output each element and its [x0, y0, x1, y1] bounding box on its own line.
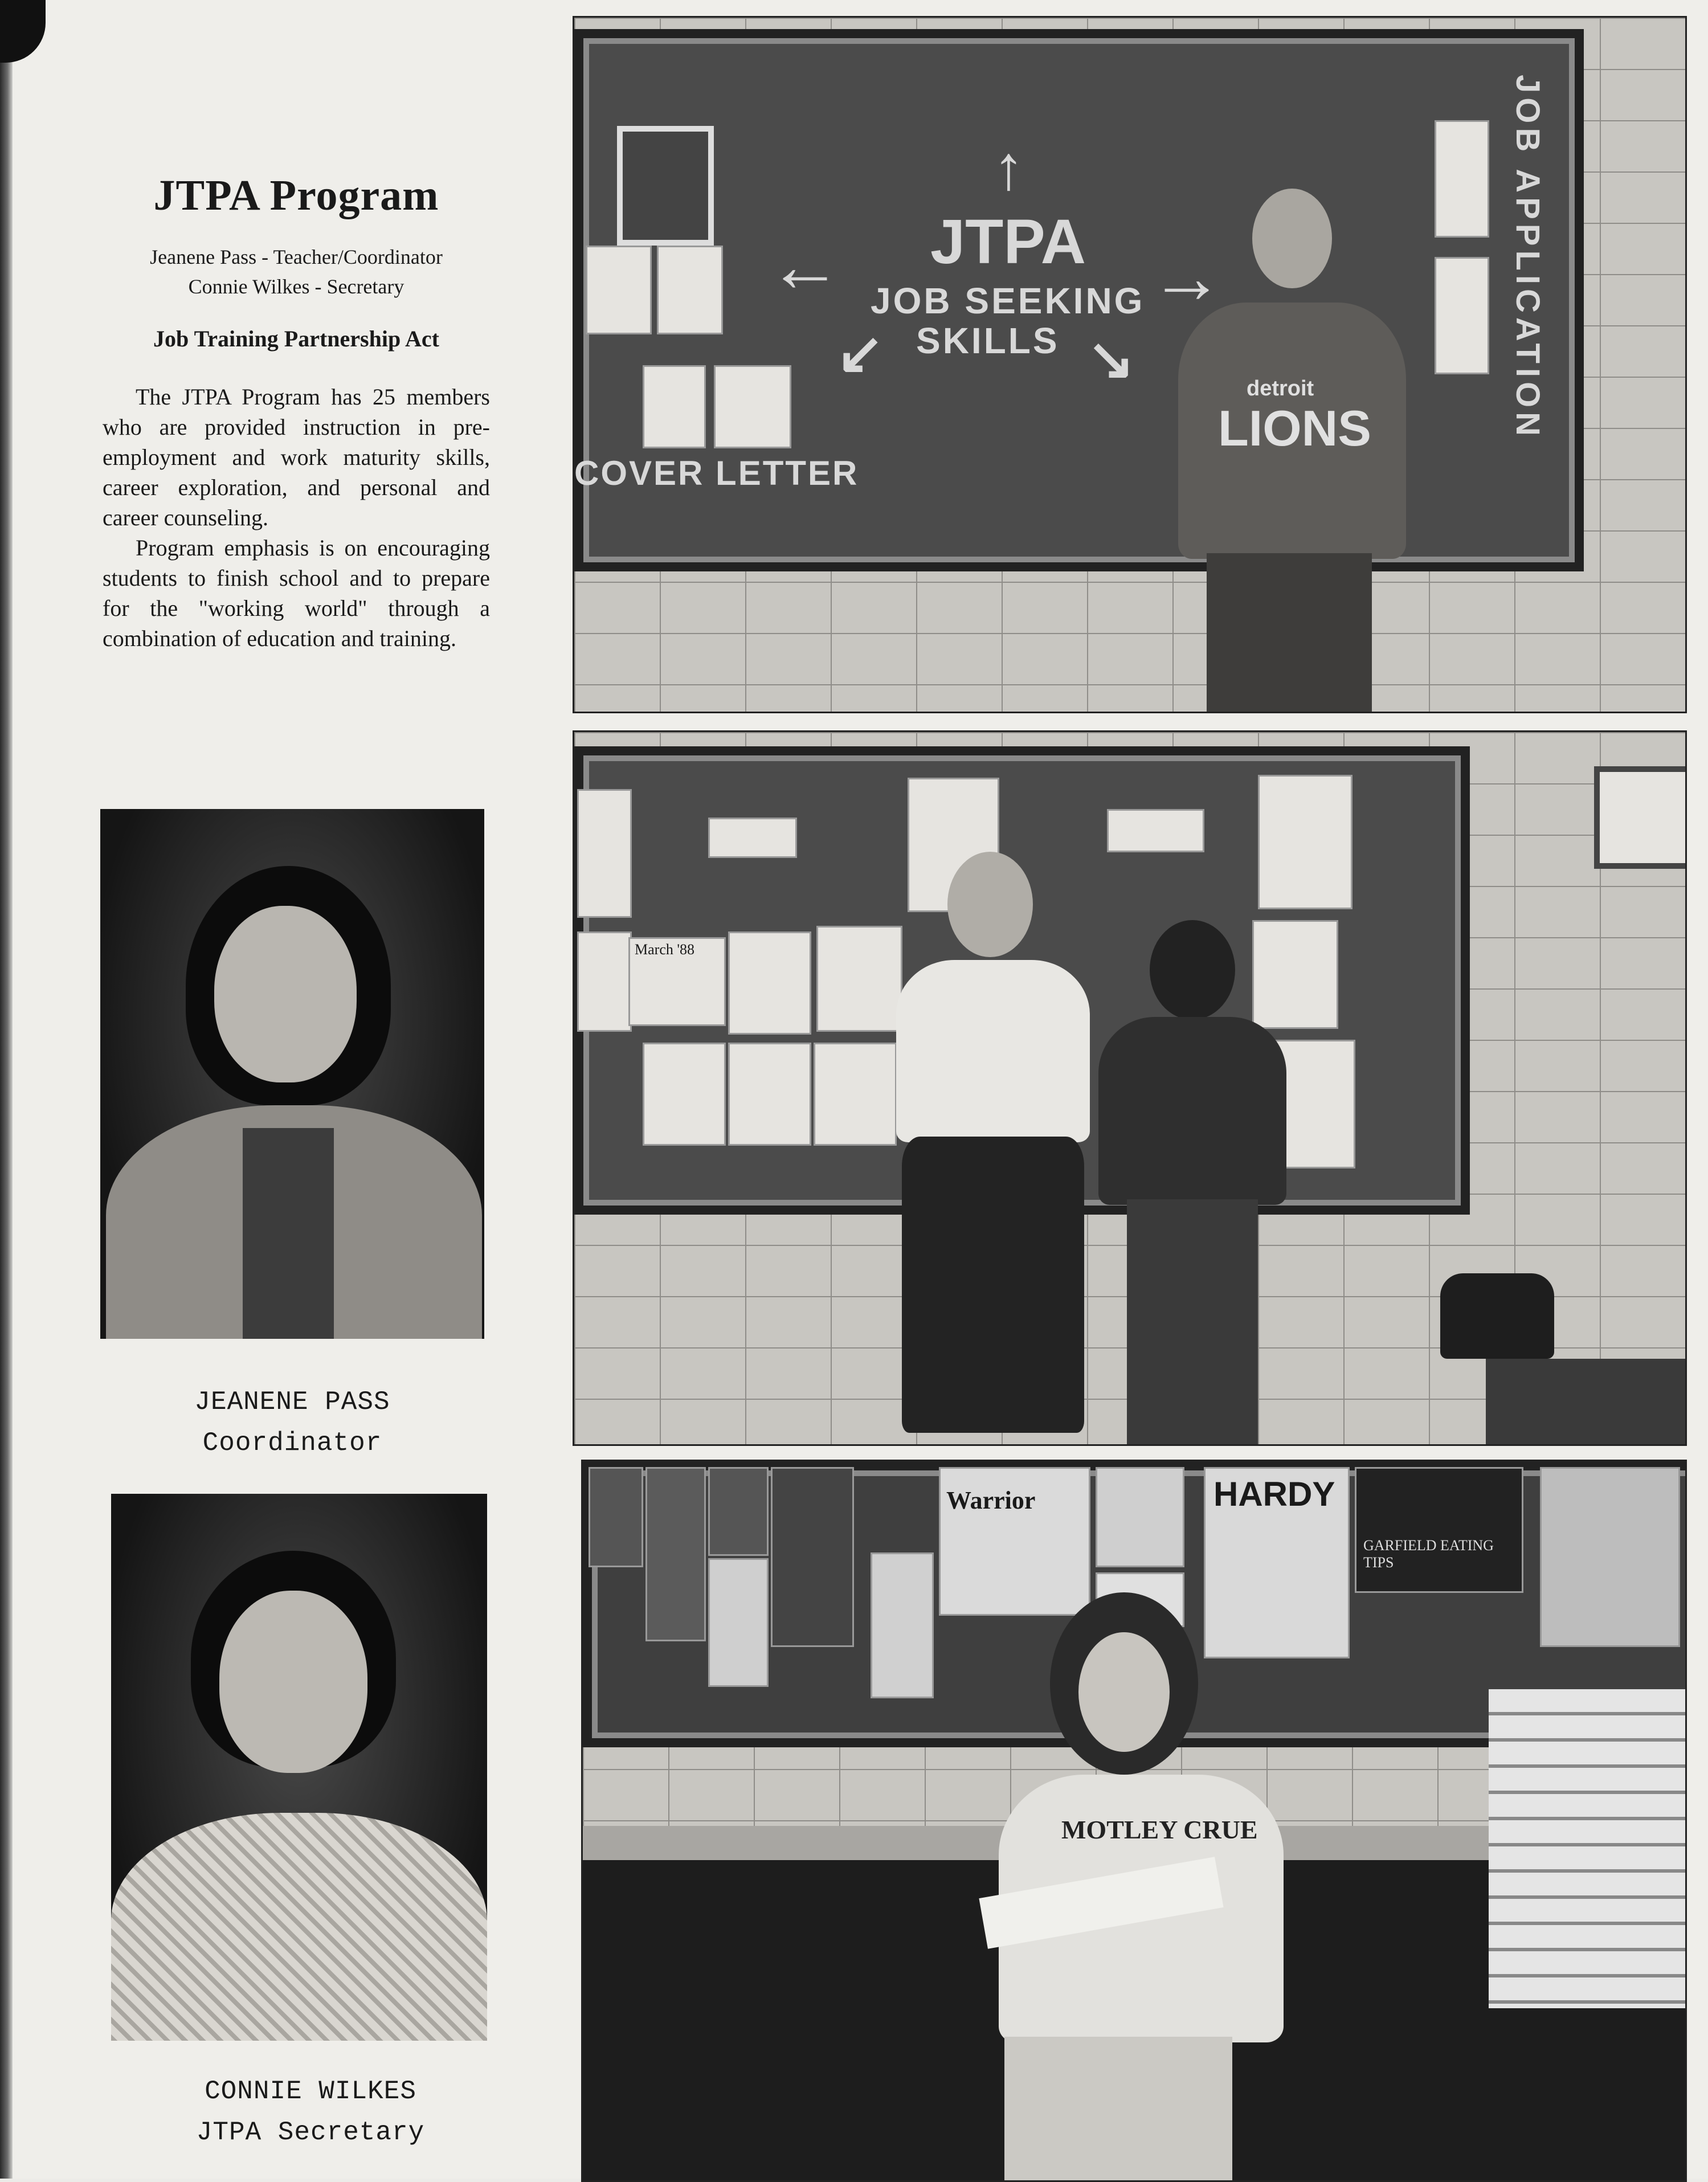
arrow-left-icon: ←	[768, 224, 842, 307]
portrait-connie-wilkes	[111, 1494, 487, 2041]
white-blouse	[896, 960, 1090, 1142]
board-sign	[1107, 809, 1204, 852]
article-paragraph-2: Program emphasis is on encouraging students to finish school and to prepare for the "working world" through a combination of education and training.	[103, 535, 490, 651]
shirt-text: MOTLEY CRUE	[1061, 1815, 1258, 1844]
head	[947, 852, 1033, 957]
poster-hardy-text: HARDY	[1213, 1475, 1335, 1513]
jeans	[1207, 553, 1372, 713]
board-line-1: JOB SEEKING	[871, 280, 1145, 321]
head	[1150, 920, 1235, 1020]
article-title: JTPA Program	[153, 171, 439, 219]
portrait-jeanene-pass	[100, 809, 484, 1339]
poster	[1540, 1467, 1680, 1647]
board-paper	[728, 1043, 811, 1146]
arrow-up-icon: ↑	[993, 133, 1024, 203]
portrait-face	[219, 1591, 367, 1773]
article-text-column	[103, 171, 490, 653]
board-paper	[814, 1043, 897, 1146]
poster-garfield-text: GARFIELD EATING TIPS	[1363, 1537, 1494, 1571]
poster-warrior-text: Warrior	[946, 1486, 1036, 1514]
dark-skirt	[902, 1137, 1084, 1433]
student-girl	[982, 1592, 1289, 2180]
poster	[589, 1467, 643, 1567]
board-job-application: JOB APPLICATION	[1509, 75, 1546, 441]
portrait-face	[214, 906, 357, 1082]
poster	[1096, 1467, 1184, 1567]
board-paper	[657, 246, 723, 334]
arrow-down-left-icon: ↙	[836, 321, 884, 385]
board-heading: JTPA	[930, 207, 1086, 277]
wall-frame	[1594, 766, 1687, 869]
magazine-rack	[1489, 1689, 1685, 2008]
poster	[708, 1558, 769, 1687]
board-sign	[708, 818, 797, 858]
board-paper	[728, 931, 811, 1035]
board-paper	[643, 365, 706, 448]
desk	[1486, 1359, 1685, 1446]
poster-garfield-tips	[1355, 1467, 1523, 1593]
board-paper	[1435, 257, 1489, 374]
board-cover-letter: COVER LETTER	[574, 454, 859, 492]
portrait-sweater	[111, 1813, 487, 2041]
poster	[871, 1552, 934, 1698]
credit-line-secretary: Connie Wilkes - Secretary	[188, 275, 404, 298]
portrait-role-2: JTPA Secretary	[196, 2118, 425, 2147]
student	[1098, 920, 1286, 1444]
head	[1252, 189, 1332, 288]
arrow-right-icon: →	[1150, 235, 1224, 318]
book-spine	[0, 0, 13, 2179]
portrait-blouse	[243, 1128, 334, 1339]
board-paper	[577, 789, 632, 918]
sweatshirt	[1098, 1017, 1286, 1205]
portrait-role-1: Coordinator	[202, 1428, 382, 1458]
article-subhead: Job Training Partnership Act	[153, 326, 439, 352]
student-boy	[1167, 189, 1406, 713]
board-paper	[643, 1043, 726, 1146]
teacher	[890, 852, 1096, 1444]
jeans	[1127, 1199, 1258, 1444]
poster	[771, 1467, 854, 1647]
calendar	[628, 937, 726, 1026]
board-photo	[617, 126, 714, 246]
board-paper	[1258, 775, 1352, 909]
photo-teacher-student-board	[573, 730, 1687, 1446]
photo-job-seeking-board	[573, 16, 1687, 713]
portrait-name-2: CONNIE WILKES	[205, 2077, 416, 2106]
jeans	[1004, 2037, 1232, 2180]
board-paper	[816, 926, 902, 1032]
shirt-text-detroit: detroit	[1247, 377, 1314, 401]
face	[1078, 1632, 1170, 1752]
board-paper	[714, 365, 791, 448]
poster	[708, 1467, 769, 1556]
page-corner-shadow	[0, 0, 46, 63]
board-line-2: SKILLS	[916, 320, 1060, 361]
board-paper	[577, 931, 632, 1032]
chair	[1440, 1273, 1554, 1359]
arrow-down-right-icon: ↘	[1087, 327, 1135, 391]
board-paper	[586, 246, 652, 334]
portrait-name-1: JEANENE PASS	[194, 1387, 390, 1417]
calendar-title: March '88	[635, 941, 695, 958]
portrait-caption-1	[100, 1382, 484, 1464]
poster	[645, 1467, 706, 1641]
shirt-text-lions: LIONS	[1218, 400, 1371, 456]
portrait-caption-2	[111, 2071, 510, 2153]
credit-line-teacher: Jeanene Pass - Teacher/Coordinator	[150, 246, 443, 268]
photo-student-reading	[581, 1460, 1687, 2182]
board-paper	[1435, 120, 1489, 238]
article-paragraph-1: The JTPA Program has 25 members who are provided instruction in pre-employment and work maturity skills, career exploration, and personal and career counseling.	[103, 384, 490, 530]
